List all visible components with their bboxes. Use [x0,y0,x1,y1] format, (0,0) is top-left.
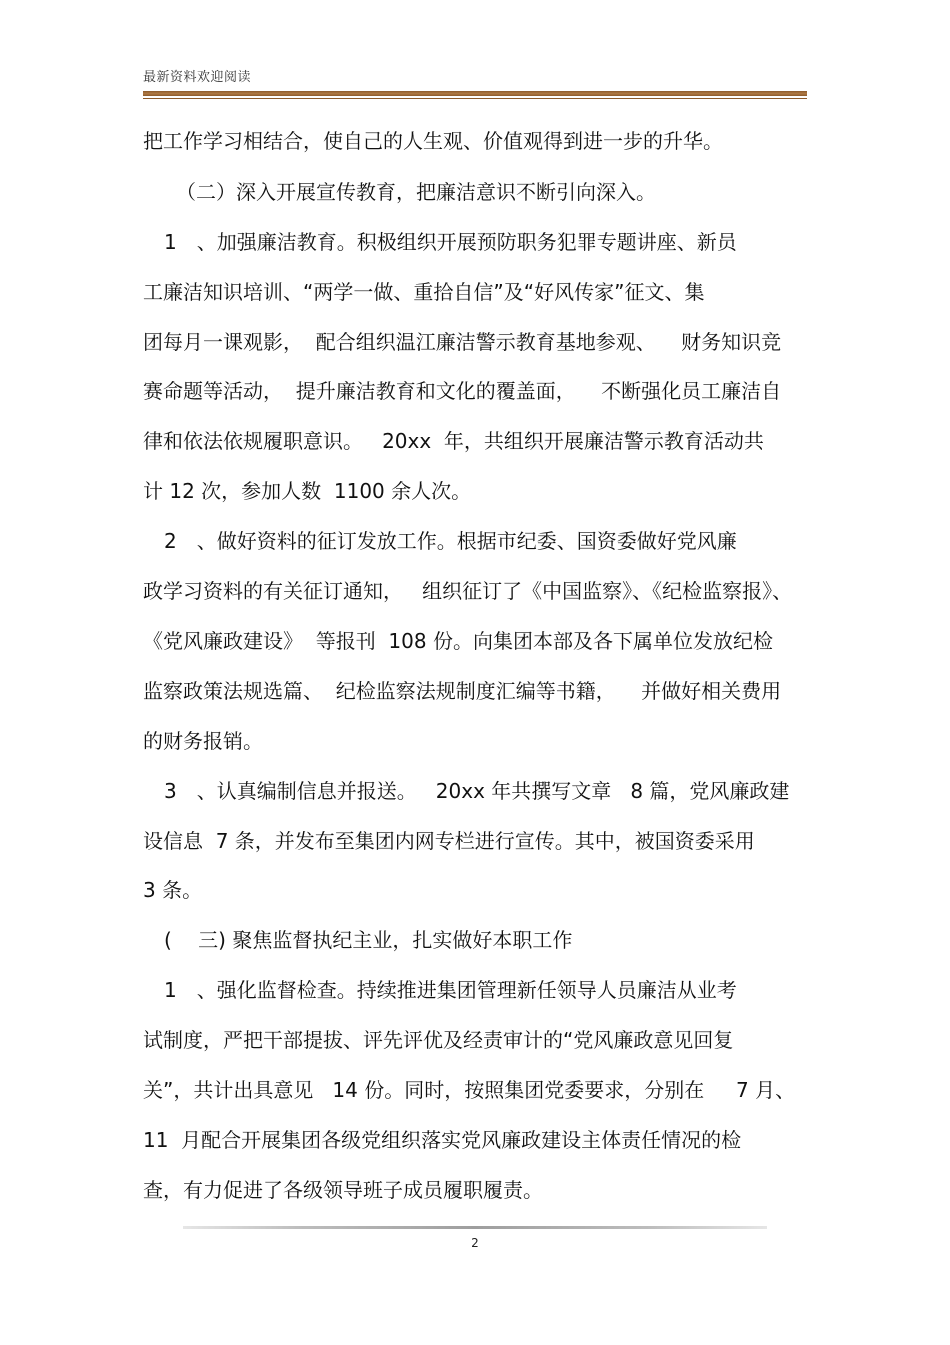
page-number: 2 [471,1236,479,1250]
text-line: 2 、做好资料的征订发放工作。根据市纪委、国资委做好党风廉 [164,529,737,553]
text-line: 查，有力促进了各级领导班子成员履职履责。 [143,1178,543,1202]
text-line: 工廉洁知识培训、“两学一做、重拾自信”及“好风传家”征文、集 [143,280,705,304]
text-line: 政学习资料的有关征订通知， 组织征订了《中国监察》、《纪检监察报》、 [143,579,793,603]
text-line: 团每月一课观影， 配合组织温江廉洁警示教育基地参观、 财务知识竞 [143,330,782,354]
header-rule [143,91,807,96]
text-line: 律和依法依规履职意识。 20xx 年，共组织开展廉洁警示教育活动共 [143,429,764,453]
text-line: 监察政策法规选篇、 纪检监察法规制度汇编等书籍， 并做好相关费用 [143,679,782,703]
text-line: 试制度，严把干部提拔、评先评优及经责审计的“党风廉政意见回复 [143,1028,734,1052]
text-line: 1 、强化监督检查。持续推进集团管理新任领导人员廉洁从业考 [164,978,737,1002]
text-line: 3 、认真编制信息并报送。 20xx 年共撰写文章 8 篇，党风廉政建 [164,779,790,803]
footer-rule [183,1226,767,1229]
text-line: 11 月配合开展集团各级党组织落实党风廉政建设主体责任情况的检 [143,1128,742,1152]
text-line: 把工作学习相结合，使自己的人生观、价值观得到进一步的升华。 [143,129,723,153]
text-line: 计 12 次，参加人数 1100 余人次。 [143,479,472,503]
text-line: 赛命题等活动， 提升廉洁教育和文化的覆盖面， 不断强化员工廉洁自 [143,379,782,403]
section-heading: ( 三) 聚焦监督执纪主业，扎实做好本职工作 [164,928,573,952]
section-heading: （二）深入开展宣传教育，把廉洁意识不断引向深入。 [176,180,656,204]
text-line: 的财务报销。 [143,729,263,753]
text-line: 《党风廉政建设》 等报刊 108 份。向集团本部及各下属单位发放纪检 [143,629,773,653]
text-line: 关”，共计出具意见 14 份。同时，按照集团党委要求，分别在 7 月、 [143,1078,796,1102]
header-text: 最新资料欢迎阅读 [143,70,252,85]
text-line: 1 、加强廉洁教育。积极组织开展预防职务犯罪专题讲座、新员 [164,230,737,254]
text-line: 3 条。 [143,878,203,902]
header-rule-thin [143,98,807,99]
text-line: 设信息 7 条，并发布至集团内网专栏进行宣传。其中，被国资委采用 [143,829,755,853]
